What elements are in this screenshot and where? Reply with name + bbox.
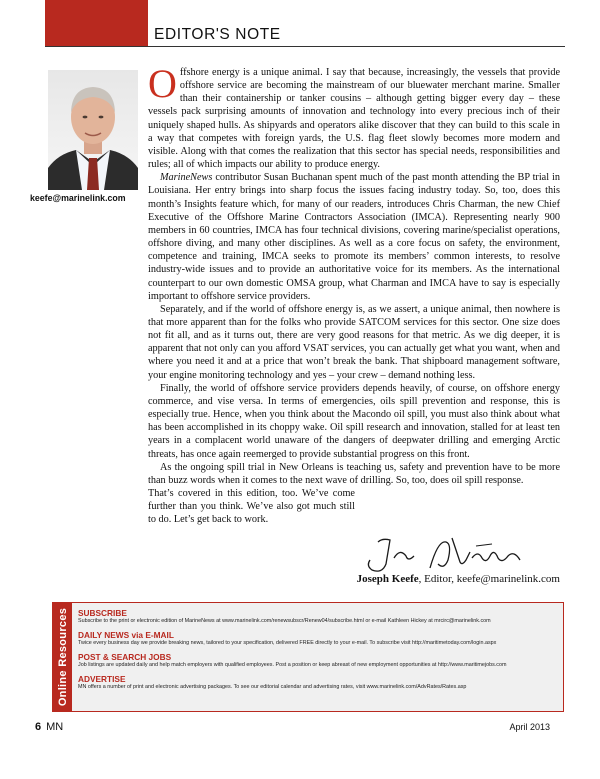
section-title: EDITOR'S NOTE bbox=[154, 26, 281, 43]
resource-advertise: ADVERTISE MN offers a number of print and electronic advertising packages. To see our editorial calendar and advertising rates, visit www.marinelink.com/AdvRates/Rates.asp bbox=[78, 674, 467, 690]
issue-date: April 2013 bbox=[509, 722, 550, 732]
signature-line: Joseph Keefe, Editor, keefe@marinelink.com bbox=[356, 573, 560, 585]
header-accent-bar bbox=[45, 0, 148, 46]
resource-daily-news: DAILY NEWS via E-MAIL Twice every business day we provide breaking news, tailored to your specification, delivered FREE directly to your e-mail. To subscribe visit http://maritimetoday.com/login.aspx bbox=[78, 630, 497, 646]
paragraph-3: Separately, and if the world of offshore energy is, as we assert, a unique animal, then nowhere is that more apparent than for the folks who provide SATCOM services for this sector. One size does not fit all, and as it turns out, there are very good reasons for that metric. As we dig deeper, it is apparent that not only can you afford VSAT services, you can actually get what you want, when and where you need it and at a price that won’t break the bank. That shipboard management software, your engine monitoring technology and yes – your crew – demand nothing less. bbox=[148, 303, 560, 381]
header-rule bbox=[45, 46, 565, 47]
resource-subscribe: SUBSCRIBE Subscribe to the print or electronic edition of MarineNews at www.marinelink.com/renewsubscr/Renew04/subscribe.html or e-mail Kathleen Hickey at mrcirc@marinelink.com bbox=[78, 608, 491, 624]
author-email: keefe@marinelink.com bbox=[30, 193, 126, 203]
paragraph-5: As the ongoing spill trial in New Orleans is teaching us, safety and prevention have to be more than buzz words when it comes to the next wave of drilling. So, too, does oil spill response. bbox=[148, 461, 560, 486]
author-photo bbox=[48, 70, 138, 190]
page-number: 6 MN bbox=[35, 721, 64, 733]
drop-cap: O bbox=[148, 61, 177, 106]
paragraph-4: Finally, the world of offshore service providers depends heavily, of course, on offshore energy commerce, and vise versa. In terms of emergencies, oils spill prevention and response, this is especially true. Hence, when you think about the Macondo oil spill, you must also think about what has been accomplished in its choppy wake. Oil spill research and innovation, stalled for at least ten years in a complacent world unaware of the dangers of deepwater drilling and emerging Arctic threats, has once again reemerged to provide substantial progress on this front. bbox=[148, 382, 560, 460]
article-body bbox=[148, 61, 560, 526]
paragraph-1: Offshore energy is a unique animal. I say that because, increasingly, the vessels that provide offshore service are becoming the mainstream of our bluewater merchant marine. Smaller than their containership or tanker cousins – although getting bigger every day – these vessels pack surprising amounts of innovation and technology into every precious inch of their uniquely shaped hulls. As shipyards and operators alike discover that they can build to this scale in a way that competes with foreign yards, the U.S. flag fleet slowly becomes more modern and visible. Along with that comes the realization that this sector has special needs, responsibilities and rules; all of which impacts our ability to produce energy. bbox=[148, 61, 560, 171]
resource-jobs: POST & SEARCH JOBS Job listings are updated daily and help match employers with qualified employees. Post a position or keep abreast of new employment opportunities at http://www.maritimejobs.com bbox=[78, 652, 507, 668]
closing-paragraph: That’s covered in this edition, too. We’ve come further than you think. We’ve also got much still to do. Let’s get back to work. bbox=[148, 488, 355, 526]
online-resources-tab: Online Resources bbox=[53, 603, 72, 711]
paragraph-2: MarineNews contributor Susan Buchanan spent much of the past month attending the BP trial in Louisiana. Her entry brings into sharp focus the issues facing industry today. So, too, does this month’s Insights feature which, for many of our readers, introduces Chris Charman, the new Chief Executive of the Offshore Marine Contractors Association (IMCA). Representing nearly 900 members in 60 countries, IMCA has four technical divisions, covering marine/specialist operations, offshore diving, and many other disciplines. As well as a core focus on safety, the environment, competence and training, IMCA seeks to promote its members’ common interests, to resolve industry-wide issues and to provide an authoritative voice for its members. As the international counterpart to our own domestic OMSA group, what Charman and IMCA have to say is especially important to offshore service providers. bbox=[148, 172, 560, 302]
online-resources-box bbox=[52, 602, 564, 712]
